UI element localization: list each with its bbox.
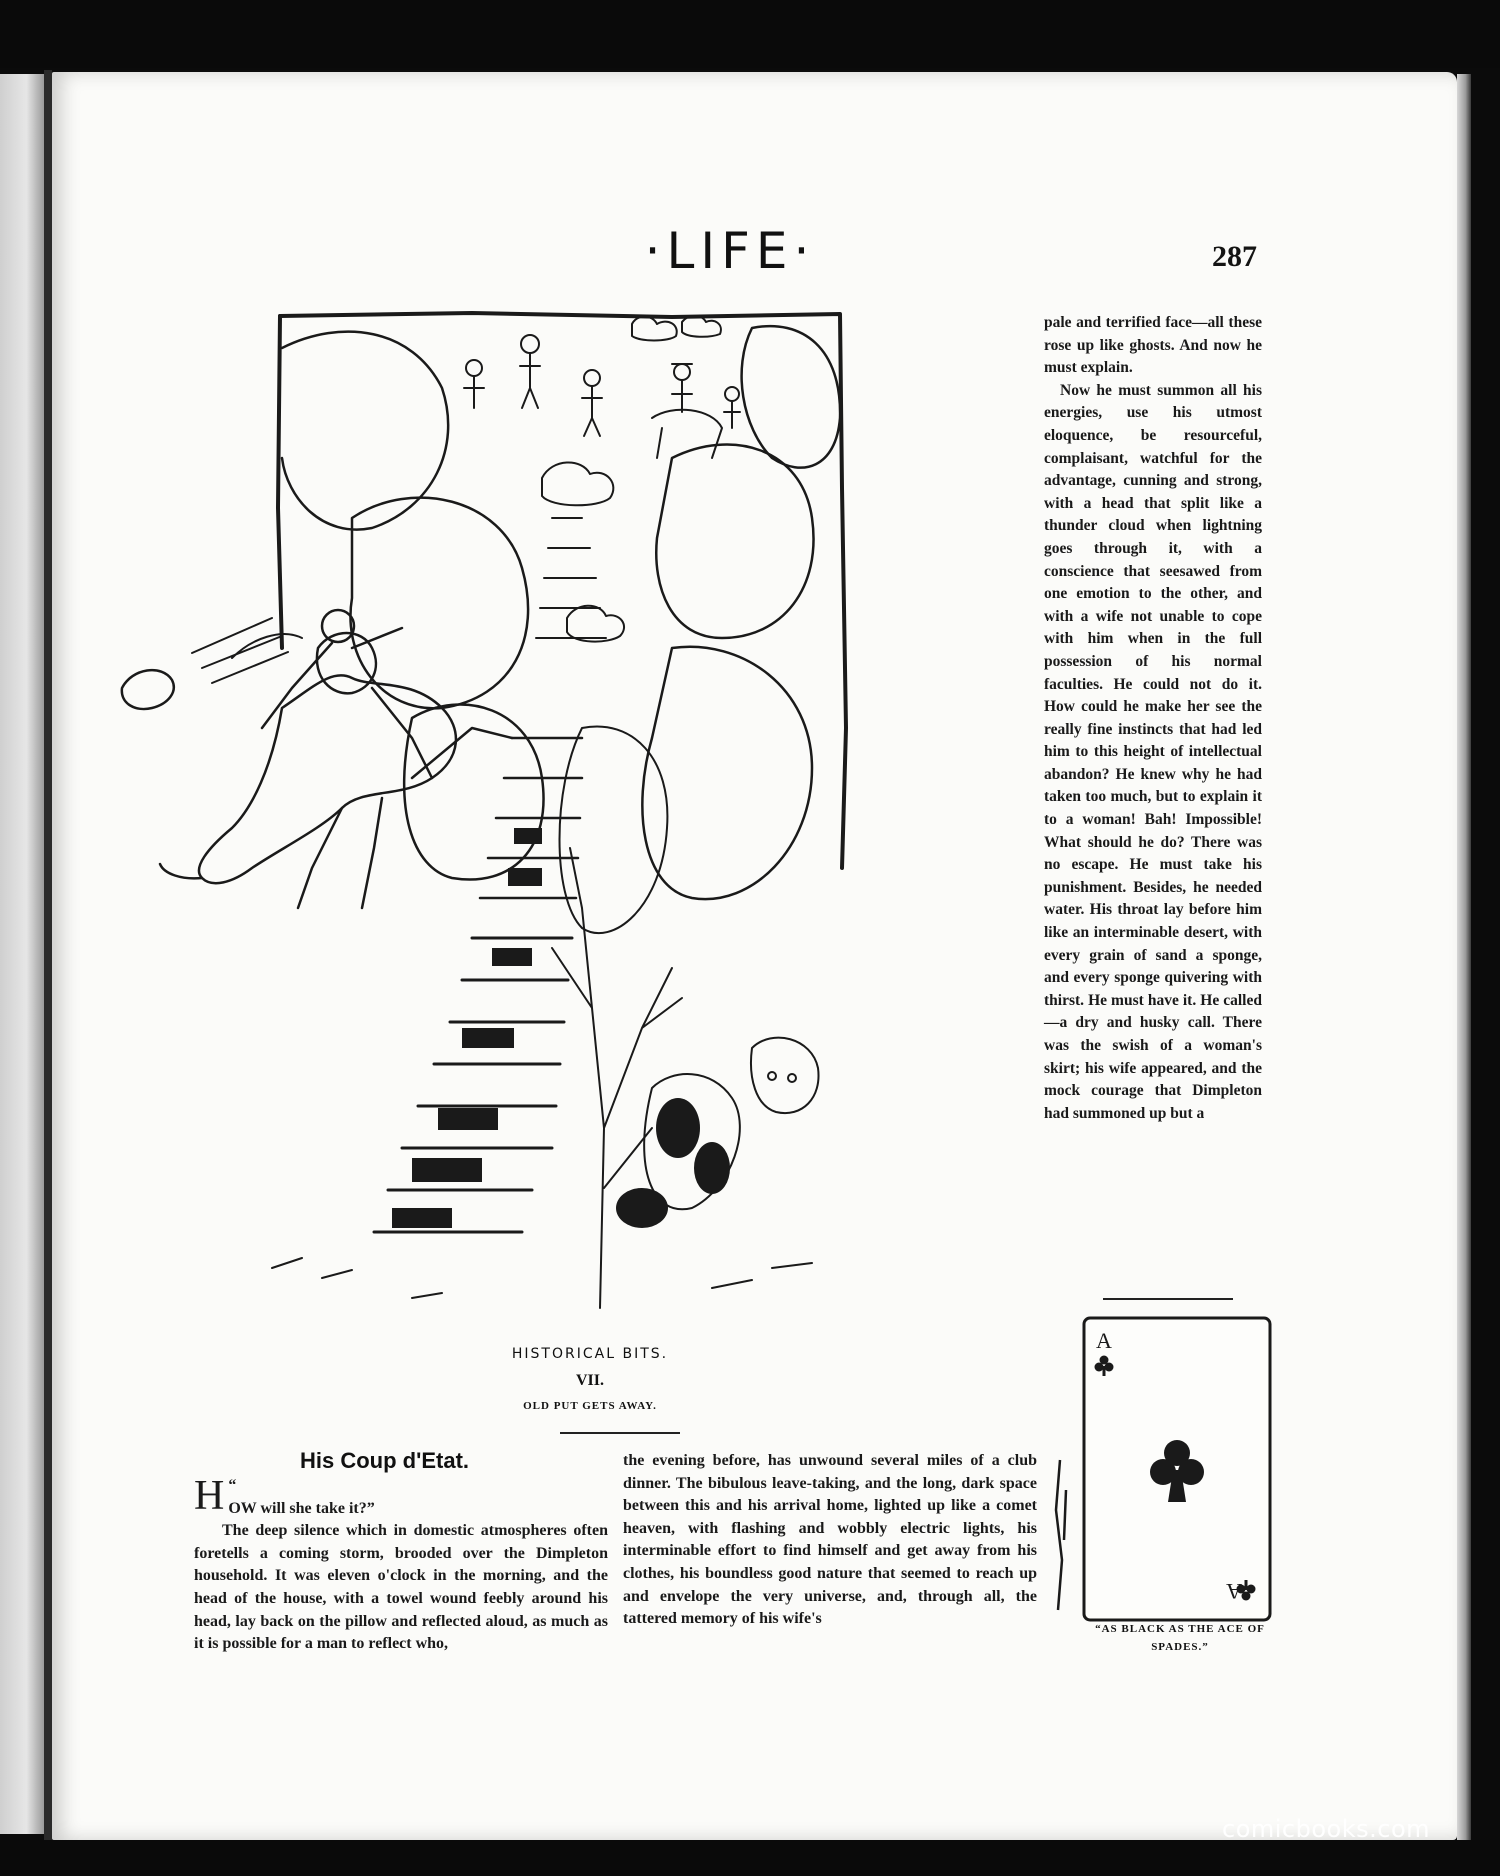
page-stack-edge [1457,74,1471,1840]
article-column-right [1044,312,1262,1125]
opening-quote: “ [228,1477,237,1494]
caption-divider [560,1432,680,1434]
article-paragraph: Now he must summon all his energies, use his utmost eloquence, be resourceful, complaisant, watchful for the advantage, cunning and strong, with a head that split like a thunder cloud when lightning goes through it, with a conscience that seesawed from one emotion to the other, and with a wife not unable to cope with him when in the full possession of his normal faculties. He could not do it. How could he make her see the really fine instincts that had led him to this height of intellectual abandon? He knew why he had taken too much, but to explain it to a woman! Bah! Impossible! What should he do? There was no escape. He must take his punishment. Besides, he needed water. His throat lay before him like an interminable desert, with every grain of sand a sponge, and every sponge quivering with thirst. He must have it. He called—a dry and husky call. There was the swish of a woman's skirt; his wife appeared, and the mock courage that Dimpleton had summoned up but a [1044,381,1262,1122]
ace-of-clubs-card [1046,1310,1276,1630]
card-caption: “AS BLACK AS THE ACE OF SPADES.” [1095,1623,1265,1653]
scan-bottom-border [0,1840,1500,1876]
caption-number: VII. [575,1372,604,1389]
card-rank-bottom: A [1226,1579,1242,1604]
article-column-middle [623,1450,1037,1631]
caption-series: HISTORICAL BITS. [511,1346,669,1362]
book-gutter [44,70,52,1840]
illustration-caption [470,1346,710,1412]
article-paragraph: The deep silence which in domestic atmospheres often foretells a coming storm, brooded over the Dimpleton household. It was eleven o'clock in the morning, and the head of the house, with a towel wound feebly around his head, lay back on the pillow and reflected aloud, as much as it is possible for a man to reflect who, [194,1522,608,1653]
article-column-left [194,1475,608,1656]
article-paragraph: the evening before, has unwound several miles of a club dinner. The bibulous leave-taking, and the long, dark space between this and his arrival home, lighted up like a comet heaven, with flashing and wobbly electric lights, his interminable effort to find himself and get away from his clothes, his boundless good nature that seemed to reach up and envelope the very universe, and, through all, the tattered memory of his wife's [623,1452,1037,1628]
article-first-line: OW will she take it?” [228,1499,375,1517]
site-watermark: comicbooks.com [1222,1815,1431,1843]
article-title: His Coup d'Etat. [300,1448,470,1473]
page-number: 287 [1212,240,1257,273]
caption-title: OLD PUT GETS AWAY. [523,1400,657,1412]
masthead: ·LIFE· [644,222,816,280]
card-rank-top: A [1096,1328,1112,1353]
historical-bits-illustration [112,308,1020,1338]
facing-page-edge [0,74,44,1834]
column-divider [1103,1298,1233,1300]
drop-cap: H [194,1473,225,1519]
article-paragraph: pale and terrified face—all these rose up like ghosts. And now he must explain. [1044,314,1262,377]
scan-top-border [0,0,1500,68]
